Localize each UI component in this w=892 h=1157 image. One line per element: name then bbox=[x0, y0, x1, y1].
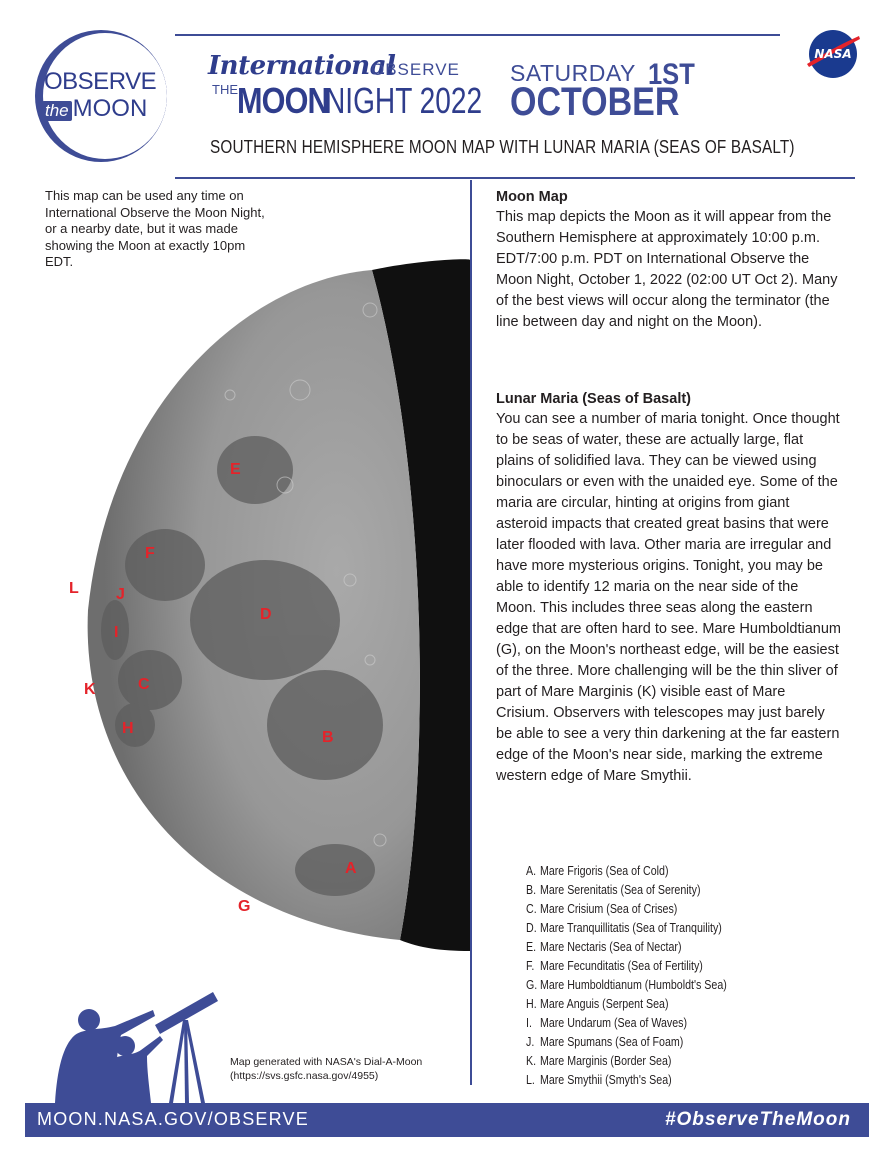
list-item bbox=[526, 1032, 727, 1051]
list-item-name: Mare Smythii (Smyth's Sea) bbox=[539, 1072, 672, 1087]
list-item-letter: K. bbox=[526, 1053, 537, 1068]
list-item-letter: C. bbox=[526, 901, 537, 916]
moon-map-heading: Moon Map bbox=[496, 189, 568, 205]
list-item-letter: J. bbox=[526, 1034, 535, 1049]
list-item-name: Mare Spumans (Sea of Foam) bbox=[539, 1034, 684, 1049]
lunar-maria-section bbox=[496, 389, 841, 787]
logo-text-observe: OBSERVE bbox=[44, 68, 157, 95]
lunar-maria-heading: Lunar Maria (Seas of Basalt) bbox=[496, 391, 691, 407]
logo-text-moon-word: MOON bbox=[72, 95, 148, 122]
moon-map-text: This map depicts the Moon as it will appear from the Southern Hemisphere at approximately 10:00 p.m. EDT/7:00 p.m. PDT on International Observe the Moon Night, October 1, 2022 (02:00 UT Oct 2). Many of the best views will occur along the terminator (the line between day and night on the Moon). bbox=[496, 209, 838, 330]
list-item-letter: H. bbox=[526, 996, 537, 1011]
list-item-name: Mare Crisium (Sea of Crises) bbox=[539, 901, 678, 916]
subtitle-divider bbox=[175, 177, 855, 179]
maria-list bbox=[526, 861, 771, 1089]
list-item bbox=[526, 1051, 727, 1070]
list-item bbox=[526, 880, 727, 899]
lunar-maria-text: You can see a number of maria tonight. Once thought to be seas of water, these are actually large, flat plains of solidified lava. They can be viewed using binoculars or even with the unaided eye. Some of the maria are circular, hinting at origins from giant asteroid impacts that created great basins that were later flooded with lava. Other maria are irregular and have more mysterious origins. Tonight, you may be able to identify 12 maria on the near side of the Moon. This includes three seas along the eastern edge that are often hard to see. Mare Humboldtianum (G), on the Moon's northeast edge, will be the easiest of the three. More challenging will be the thin sliver of part of Mare Marginis (K) visible east of Mare Crisium. Observers with telescopes may just barely be able to see a very thin darkening at the far eastern edge of the Moon's near side, marking the extreme western edge of Mare Smythii. bbox=[496, 411, 841, 784]
list-item-name: Mare Nectaris (Sea of Nectar) bbox=[539, 939, 682, 954]
list-item-name: Mare Frigoris (Sea of Cold) bbox=[539, 863, 669, 878]
title-observe: OBSERVE bbox=[371, 60, 460, 79]
column-divider bbox=[470, 180, 472, 1085]
list-item-letter: G. bbox=[526, 977, 538, 992]
list-item bbox=[526, 1070, 727, 1089]
list-item bbox=[526, 994, 727, 1013]
telescope-observers-icon bbox=[55, 990, 225, 1105]
footer-bar bbox=[25, 1103, 869, 1137]
list-item-letter: I. bbox=[526, 1015, 532, 1030]
list-item-letter: D. bbox=[526, 920, 537, 935]
nasa-logo-text: NASA bbox=[814, 47, 852, 61]
map-label-i: I bbox=[114, 624, 119, 641]
list-item-name: Mare Anguis (Serpent Sea) bbox=[539, 996, 669, 1011]
date-month: OCTOBER bbox=[510, 80, 680, 124]
title-the: THE bbox=[212, 82, 238, 97]
list-item-letter: A. bbox=[526, 863, 537, 878]
map-label-g: G bbox=[238, 898, 251, 915]
logo-text-the: the bbox=[42, 101, 72, 121]
list-item-letter: F. bbox=[526, 958, 535, 973]
map-label-b: B bbox=[322, 729, 334, 746]
list-item bbox=[526, 937, 727, 956]
subtitle: SOUTHERN HEMISPHERE MOON MAP WITH LUNAR MARIA (SEAS OF BASALT) bbox=[210, 137, 795, 157]
list-item-name: Mare Undarum (Sea of Waves) bbox=[539, 1015, 688, 1030]
map-label-k: K bbox=[84, 681, 96, 698]
list-item bbox=[526, 975, 727, 994]
list-item-name: Mare Humboldtianum (Humboldt's Sea) bbox=[539, 977, 727, 992]
map-label-c: C bbox=[138, 676, 150, 693]
map-credit: Map generated with NASA's Dial-A-Moon (https://svs.gsfc.nasa.gov/4955) bbox=[230, 1056, 423, 1082]
list-item bbox=[526, 1013, 727, 1032]
list-item-name: Mare Tranquillitatis (Sea of Tranquility) bbox=[539, 920, 722, 935]
title-moon: MOON bbox=[237, 80, 329, 121]
date-day: SATURDAY bbox=[510, 60, 636, 86]
footer-hashtag: #ObserveTheMoon bbox=[664, 1109, 851, 1130]
list-item-name: Mare Serenitatis (Sea of Serenity) bbox=[539, 882, 701, 897]
list-item-letter: B. bbox=[526, 882, 537, 897]
list-item bbox=[526, 918, 727, 937]
map-usage-note: This map can be used any time on International Observe the Moon Night, or a nearby date, but it was made showing the Moon at exactly 10pm EDT. bbox=[45, 188, 265, 269]
logo-text-moon bbox=[42, 95, 147, 123]
map-label-a: A bbox=[345, 860, 357, 877]
top-divider bbox=[175, 34, 780, 36]
date-number: 1ST bbox=[648, 58, 695, 91]
list-item-name: Mare Fecunditatis (Sea of Fertility) bbox=[539, 958, 703, 973]
map-label-d: D bbox=[260, 606, 272, 623]
list-item bbox=[526, 861, 727, 880]
list-item-name: Mare Marginis (Border Sea) bbox=[539, 1053, 672, 1068]
title-night-2022: NIGHT 2022 bbox=[325, 80, 483, 121]
map-label-e: E bbox=[230, 461, 241, 478]
moon-map-image bbox=[0, 180, 470, 960]
list-item bbox=[526, 899, 727, 918]
map-label-l: L bbox=[69, 580, 79, 597]
list-item bbox=[526, 956, 727, 975]
footer-url-link[interactable]: MOON.NASA.GOV/OBSERVE bbox=[37, 1109, 309, 1129]
list-item-letter: E. bbox=[526, 939, 537, 954]
map-label-f: F bbox=[145, 545, 155, 562]
map-label-h: H bbox=[122, 720, 134, 737]
title-international: International bbox=[208, 51, 396, 81]
map-label-j: J bbox=[116, 586, 125, 603]
nasa-logo-icon bbox=[805, 28, 861, 80]
moon-map-section bbox=[496, 187, 841, 333]
list-item-letter: L. bbox=[526, 1072, 535, 1087]
